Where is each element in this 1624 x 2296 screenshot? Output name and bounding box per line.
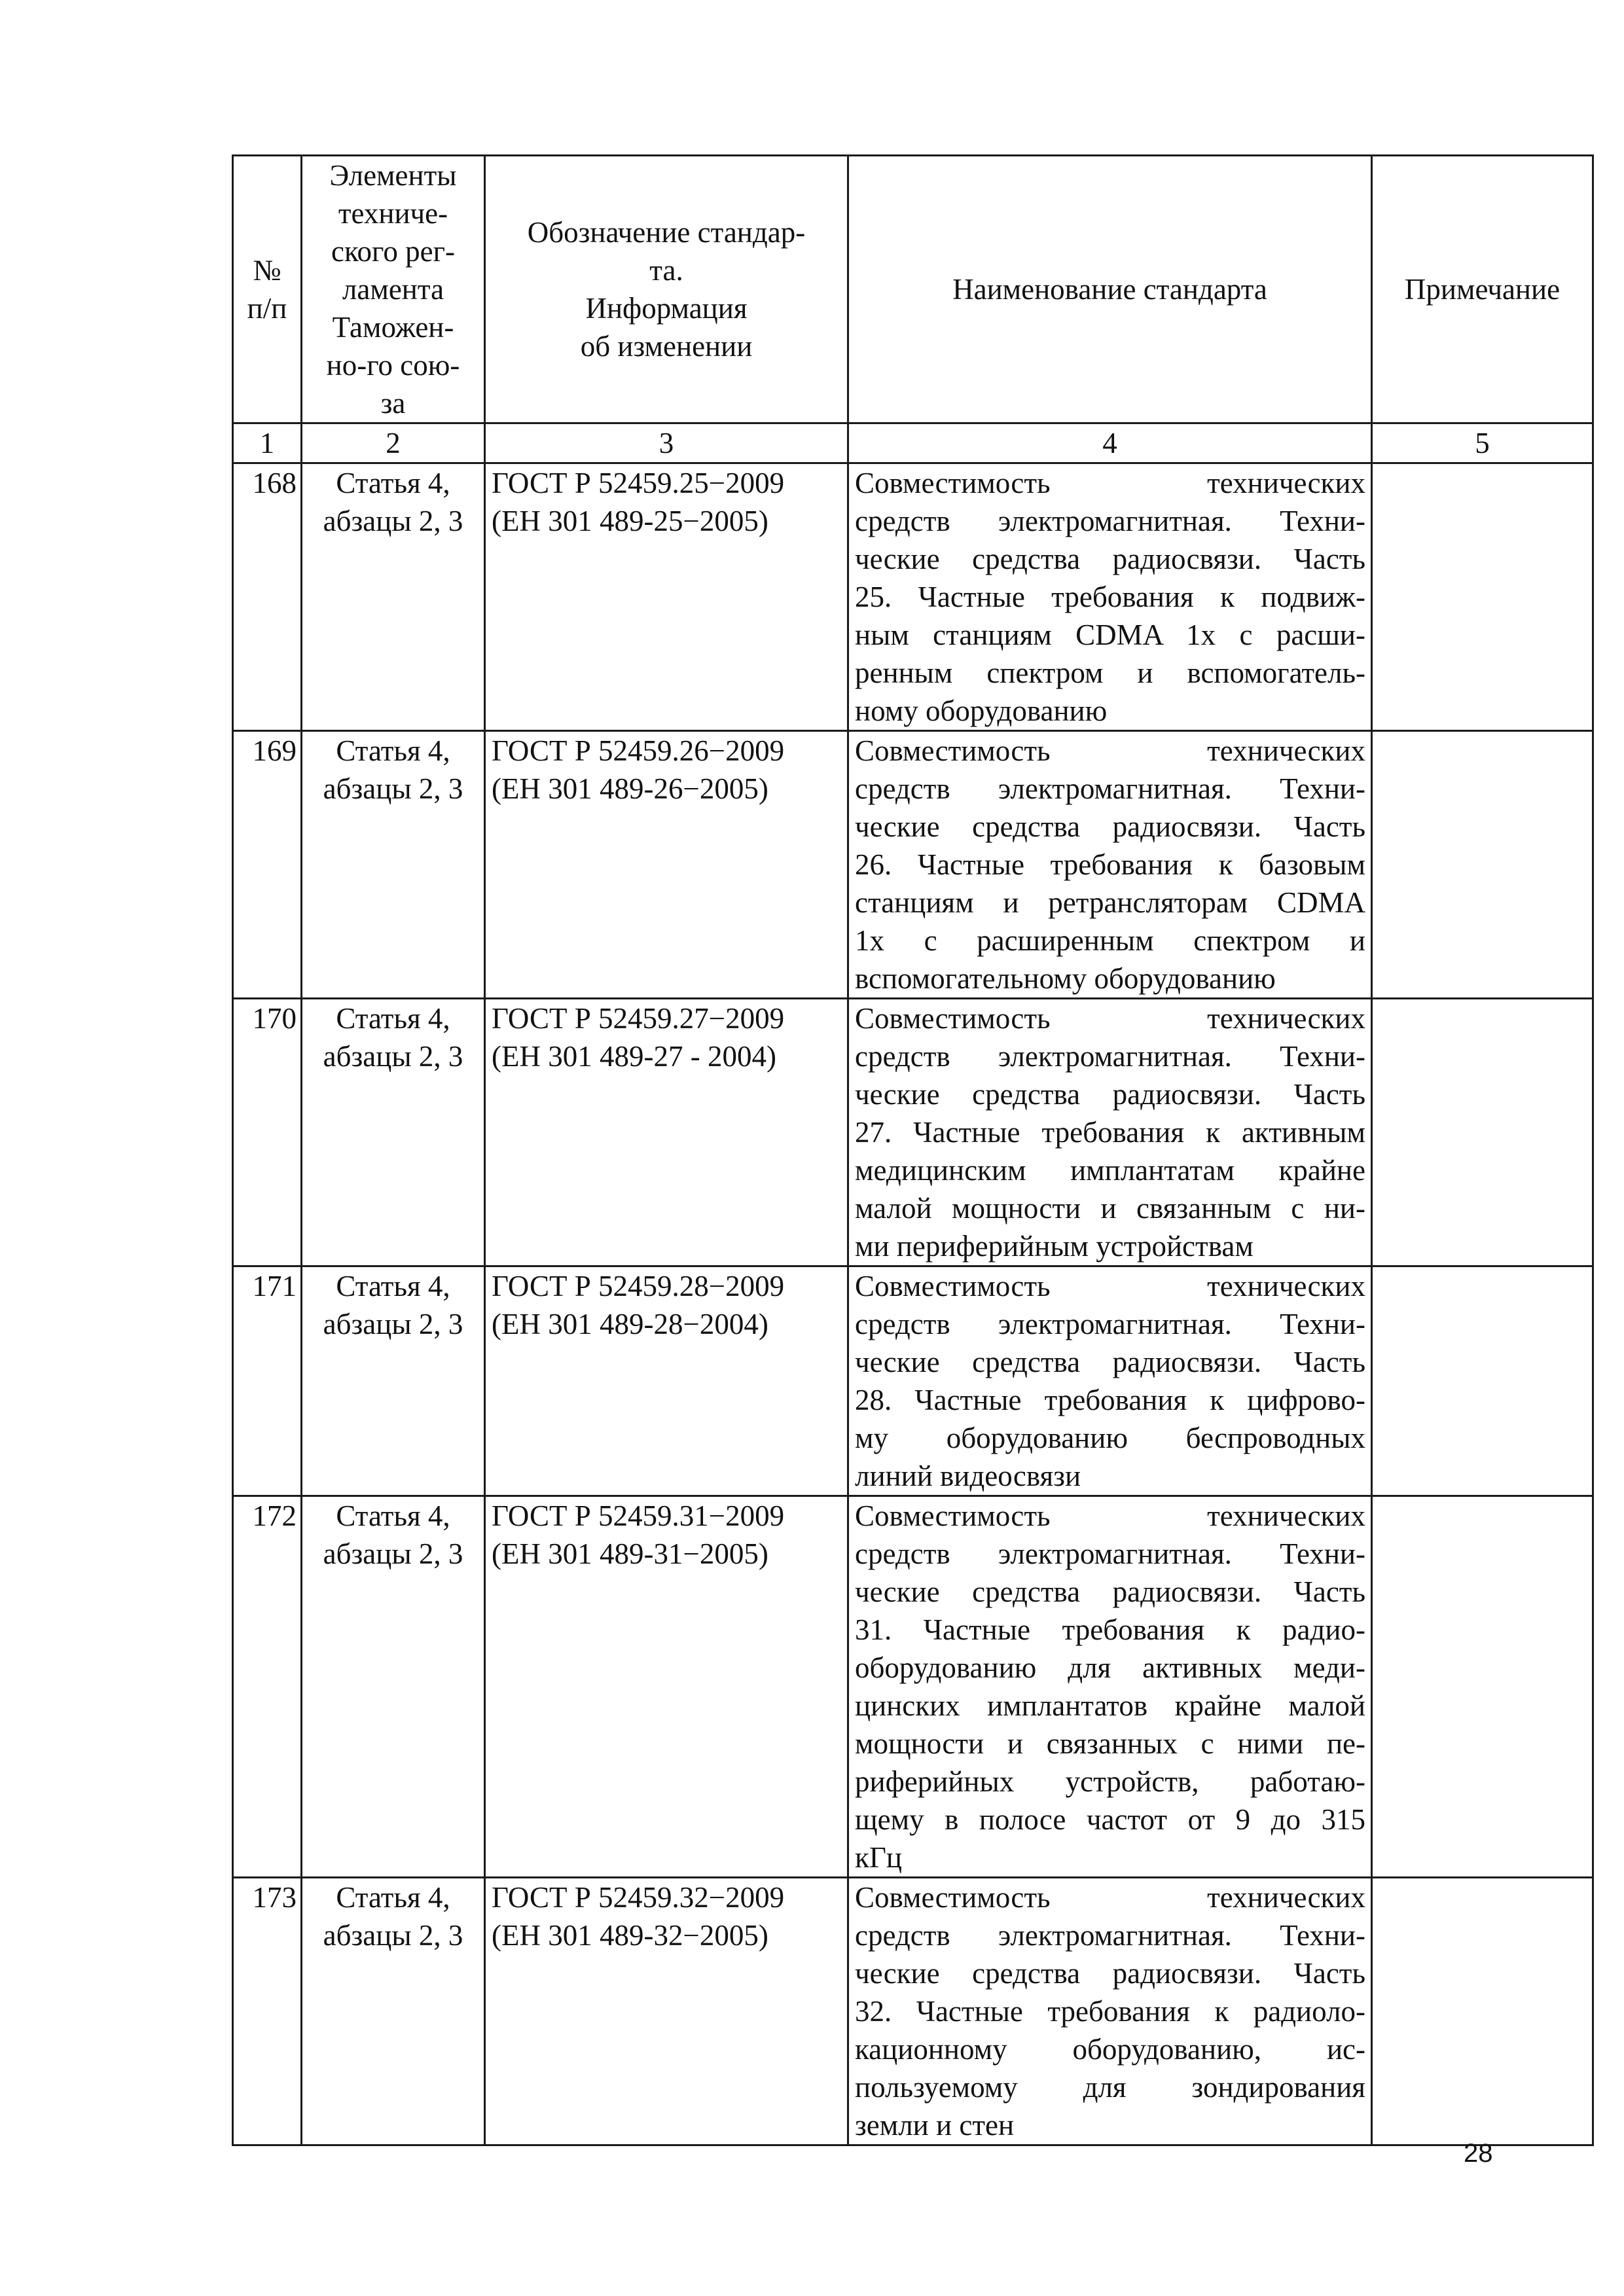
row-designation-line: (ЕН 301 489-25−2005) [492,505,768,537]
row-note [1372,463,1593,731]
row-standard-name-line: 27. Частные требования к активным [855,1116,1365,1149]
table-row [233,1496,1593,1878]
row-elements [302,1496,485,1878]
header-note [1372,156,1593,423]
column-number: 2 [302,423,485,463]
row-standard-name-line: ному оборудованию [855,694,1108,727]
row-number: 169 [233,731,302,999]
row-standard-name-line: кГц [855,1841,902,1874]
header-designation-line: та. [649,254,683,287]
row-elements-line: абзацы 2, 3 [323,772,463,805]
row-designation-line: (ЕН 301 489-31−2005) [492,1537,768,1570]
column-number: 3 [485,423,848,463]
row-standard-name-line: щему в полосе частот от 9 до 315 [855,1803,1365,1836]
row-standard-name-line: Совместимость технических [855,1499,1365,1532]
header-designation-line: Информация [585,292,748,325]
row-elements-line: Статья 4, [336,1499,450,1532]
row-designation-line: ГОСТ Р 52459.32−2009 [492,1881,785,1914]
row-designation-line: ГОСТ Р 52459.27−2009 [492,1002,785,1035]
row-standard-name-line: средств электромагнитная. Техни- [855,505,1365,537]
row-standard-name-line: 1х с расширенным спектром и [855,924,1365,957]
row-standard-name [848,999,1372,1266]
row-standard-name-line: земли и стен [855,2109,1015,2142]
row-designation-line: ГОСТ Р 52459.25−2009 [492,467,785,499]
row-standard-name-line: средств электромагнитная. Техни- [855,1308,1365,1340]
row-standard-name-line: средств электромагнитная. Техни- [855,1919,1365,1952]
row-standard-name-line: 25. Частные требования к подвиж- [855,581,1365,613]
row-standard-name-line: малой мощности и связанным с ни- [855,1192,1365,1225]
row-designation [485,463,848,731]
row-standard-name [848,1266,1372,1496]
row-elements-line: абзацы 2, 3 [323,505,463,537]
table-body [233,463,1593,2145]
row-standard-name-line: средств электромагнитная. Техни- [855,772,1365,805]
row-elements-line: абзацы 2, 3 [323,1040,463,1073]
row-standard-name-line: пользуемому для зондирования [855,2071,1365,2104]
row-elements-line: Статья 4, [336,467,450,499]
table-row [233,1266,1593,1496]
row-standard-name-line: риферийных устройств, работаю- [855,1765,1365,1798]
row-standard-name-line: 26. Частные требования к базовым [855,848,1365,881]
row-standard-name-line: вспомогательному оборудованию [855,962,1276,995]
row-designation-line: (ЕН 301 489-28−2004) [492,1308,768,1340]
row-standard-name [848,1878,1372,2145]
row-standard-name-line: Совместимость технических [855,1270,1365,1302]
row-elements [302,999,485,1266]
row-designation [485,999,848,1266]
header-num [233,156,302,423]
row-standard-name-line: цинских имплантатов крайне малой [855,1689,1365,1722]
row-elements-line: абзацы 2, 3 [323,1308,463,1340]
row-designation-line: ГОСТ Р 52459.28−2009 [492,1270,785,1302]
row-standard-name [848,731,1372,999]
table-row [233,999,1593,1266]
standards-table [232,154,1594,2146]
row-standard-name-line: ческие средства радиосвязи. Часть [855,543,1365,575]
header-designation-line: Обозначение стандар- [527,216,806,249]
row-number: 168 [233,463,302,731]
row-elements [302,1878,485,2145]
row-standard-name-line: 28. Частные требования к цифрово- [855,1384,1365,1416]
row-standard-name-line: Совместимость технических [855,734,1365,767]
row-standard-name-line: медицинским имплантатам крайне [855,1154,1365,1187]
row-standard-name-line: ческие средства радиосвязи. Часть [855,1957,1365,1990]
row-standard-name-line: ческие средства радиосвязи. Часть [855,1346,1365,1378]
row-number: 171 [233,1266,302,1496]
row-standard-name-line: Совместимость технических [855,1881,1365,1914]
header-elements-line: Таможен- [332,311,454,344]
page-number: 28 [1464,2139,1493,2168]
row-note [1372,999,1593,1266]
row-designation-line: ГОСТ Р 52459.31−2009 [492,1499,785,1532]
row-elements-line: Статья 4, [336,1881,450,1914]
row-standard-name-line: средств электромагнитная. Техни- [855,1040,1365,1073]
row-elements-line: абзацы 2, 3 [323,1537,463,1570]
row-elements [302,731,485,999]
header-note-text: Примечание [1404,273,1561,306]
column-number: 4 [848,423,1372,463]
row-standard-name-line: средств электромагнитная. Техни- [855,1537,1365,1570]
row-standard-name-line: ческие средства радиосвязи. Часть [855,1575,1365,1608]
row-note [1372,1496,1593,1878]
row-standard-name-line: 31. Частные требования к радио- [855,1613,1365,1646]
row-designation [485,1878,848,2145]
row-standard-name-line: ми периферийным устройствам [855,1230,1254,1263]
header-elements-line: ламента [342,273,444,306]
header-elements-line: за [380,387,406,420]
row-number: 170 [233,999,302,1266]
row-elements-line: Статья 4, [336,1002,450,1035]
row-standard-name-line: ренным спектром и вспомогатель- [855,656,1365,689]
row-standard-name-line: линий видеосвязи [855,1460,1081,1492]
header-elements-line: техниче- [338,197,448,230]
column-number: 1 [233,423,302,463]
row-standard-name-line: Совместимость технических [855,467,1365,499]
header-elements-line: Элементы [329,159,457,192]
row-designation-line: (ЕН 301 489-26−2005) [492,772,768,805]
column-number-row [233,423,1593,463]
table-row [233,463,1593,731]
header-elements-line: ского рег- [331,235,456,268]
row-elements-line: абзацы 2, 3 [323,1919,463,1952]
row-elements [302,463,485,731]
row-standard-name-line: ным станциям CDMA 1х с расши- [855,619,1365,651]
row-designation [485,1266,848,1496]
table-row [233,1878,1593,2145]
row-standard-name-line: оборудованию для активных меди- [855,1651,1365,1684]
row-designation [485,1496,848,1878]
row-designation [485,731,848,999]
row-designation-line: (ЕН 301 489-27 - 2004) [492,1040,776,1073]
header-num-line: п/п [247,292,287,325]
column-number: 5 [1372,423,1593,463]
header-designation-line: об изменении [580,330,753,363]
header-name-text: Наименование стандарта [952,273,1267,306]
row-designation-line: (ЕН 301 489-32−2005) [492,1919,768,1952]
header-elements [302,156,485,423]
header-elements-line: но-го сою- [326,349,460,382]
row-standard-name [848,463,1372,731]
row-number: 172 [233,1496,302,1878]
row-note [1372,731,1593,999]
row-elements [302,1266,485,1496]
header-designation [485,156,848,423]
row-standard-name-line: 32. Частные требования к радиоло- [855,1995,1365,2028]
row-note [1372,1266,1593,1496]
row-note [1372,1878,1593,2145]
row-standard-name-line: мощности и связанных с ними пе- [855,1727,1365,1760]
row-elements-line: Статья 4, [336,1270,450,1302]
header-num-line: № [253,254,281,287]
row-standard-name-line: кационному оборудованию, ис- [855,2033,1365,2066]
row-standard-name-line: Совместимость технических [855,1002,1365,1035]
header-name [848,156,1372,423]
row-standard-name-line: станциям и ретрансляторам CDMA [855,886,1365,919]
row-standard-name-line: ческие средства радиосвязи. Часть [855,1078,1365,1111]
row-standard-name-line: му оборудованию беспроводных [855,1422,1365,1454]
row-designation-line: ГОСТ Р 52459.26−2009 [492,734,785,767]
row-elements-line: Статья 4, [336,734,450,767]
header-row [233,156,1593,423]
row-standard-name [848,1496,1372,1878]
row-standard-name-line: ческие средства радиосвязи. Часть [855,810,1365,843]
row-number: 173 [233,1878,302,2145]
table-row [233,731,1593,999]
